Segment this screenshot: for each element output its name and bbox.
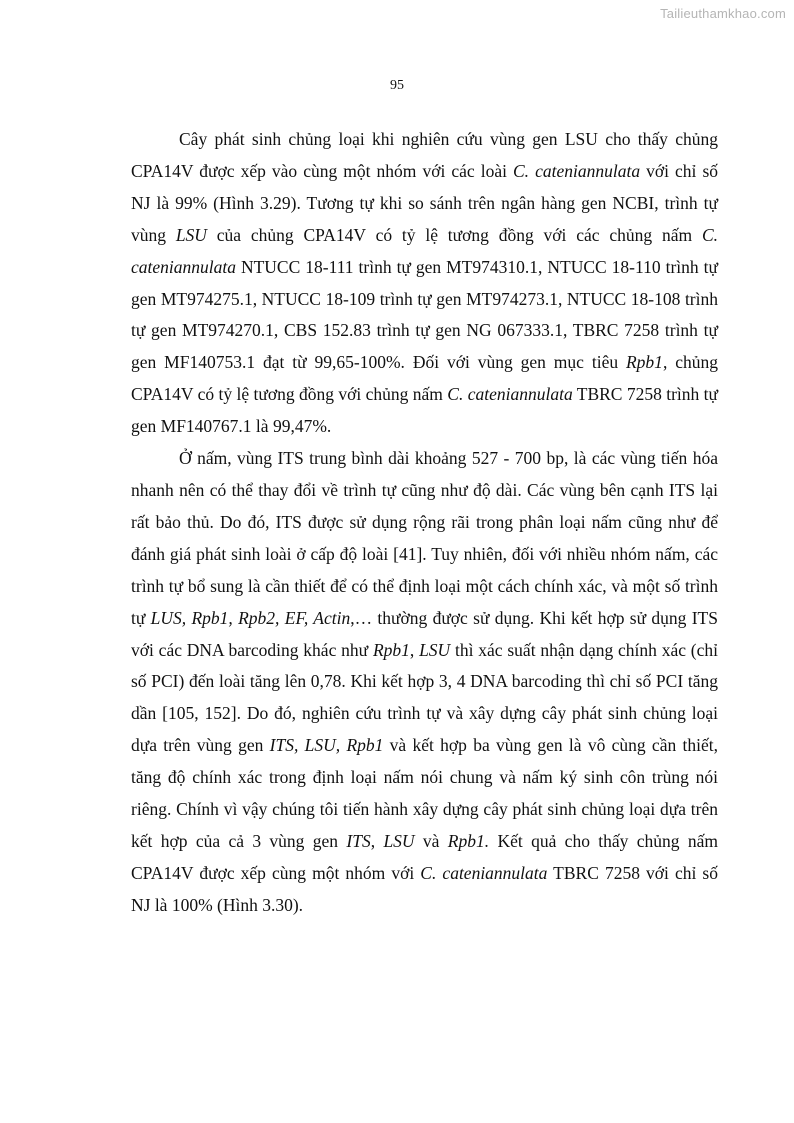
paragraph-lsu-phylogeny	[131, 124, 718, 443]
text-run: ,	[409, 639, 420, 660]
species-name: C. cateniannulata	[131, 224, 718, 277]
gene-name: Rpb1	[625, 352, 663, 373]
species-name: C. cateniannulata	[447, 384, 573, 405]
gene-name: ITS	[346, 830, 371, 851]
gene-list: ITS, LSU, Rpb1	[269, 735, 384, 756]
text-run: ,… thường được sử dụng. Khi kết hợp sử dụng ITS với các DNA barcoding khác như	[131, 607, 718, 660]
text-run: TBRC 7258 trình tự gen MF140767.1 là 99,47%.	[131, 384, 719, 437]
species-name: C. cateniannulata	[513, 160, 641, 181]
gene-name: Rpb1.	[447, 830, 490, 851]
species-name: C. cateniannulata	[420, 862, 548, 883]
page-number: 95	[390, 78, 404, 93]
watermark-text: Tailieuthamkhao.com	[660, 6, 786, 21]
text-run: với chỉ số NJ là 99% (Hình 3.29). Tương tự khi so sánh trên ngân hàng gen NCBI, trình tự vùng	[131, 160, 719, 245]
text-run: Cây phát sinh chủng loại khi nghiên cứu vùng gen LSU cho thấy chủng CPA14V được xếp vào cùng một nhóm với các loài	[131, 129, 718, 181]
text-run: của chủng CPA14V có tỷ lệ tương đồng với các chủng nấm	[206, 224, 702, 245]
document-body	[131, 124, 718, 922]
gene-list: LUS, Rpb1, Rpb2, EF, Actin	[150, 607, 351, 628]
text-run: Kết quả cho thấy chủng nấm CPA14V được xếp cùng một nhóm với	[131, 830, 719, 883]
text-run: ,	[370, 830, 384, 851]
paragraph-its-barcoding	[131, 443, 718, 922]
text-run: và kết hợp ba vùng gen là vô cùng cần thiết, tăng độ chính xác trong định loại nấm nói chung và nấm ký sinh côn trùng nói riêng. Chính vì vậy chúng tôi tiến hành xây dựng cây phát sinh chủng loại dựa trên kết hợp của cả 3 vùng gen	[131, 735, 718, 851]
gene-name: LSU	[383, 830, 415, 851]
gene-name: Rpb1	[372, 639, 410, 660]
text-run: TBRC 7258 với chỉ số NJ là 100% (Hình 3.30).	[131, 862, 718, 915]
text-run: và	[414, 830, 448, 851]
text-run: Ở nấm, vùng ITS trung bình dài khoảng 527 - 700 bp, là các vùng tiến hóa nhanh nên có thể thay đổi về trình tự cũng như độ dài. Các vùng bên cạnh ITS lại rất bảo thủ. Do đó, ITS được sử dụng rộng rãi trong phân loại nấm cũng như để đánh giá phát sinh loài ở cấp độ loài [41]. Tuy nhiên, đối với nhiều nhóm nấm, các trình tự bổ sung là cần thiết để có thể định loại một cách chính xác, và một số trình tự	[131, 448, 718, 628]
gene-name: LSU	[175, 224, 207, 245]
text-run: NTUCC 18-111 trình tự gen MT974310.1, NTUCC 18-110 trình tự gen MT974275.1, NTUCC 18-109 trình tự gen MT974273.1, NTUCC 18-108 trình tự gen MT974270.1, CBS 152.83 trình tự gen NG 067333.1, TBRC 7258 trình tự gen MF140753.1 đạt từ 99,65-100%. Đối với vùng gen mục tiêu	[131, 256, 718, 373]
text-run: thì xác suất nhận dạng chính xác (chỉ số PCI) đến loài tăng lên 0,78. Khi kết hợp 3, 4 DNA barcoding thì chỉ số PCI tăng dần [105, 152]. Do đó, nghiên cứu trình tự và xây dựng cây phát sinh chủng loại dựa trên vùng gen	[131, 639, 718, 756]
text-run: , chủng CPA14V có tỷ lệ tương đồng với chủng nấm	[131, 352, 718, 405]
gene-name: LSU	[419, 639, 451, 660]
